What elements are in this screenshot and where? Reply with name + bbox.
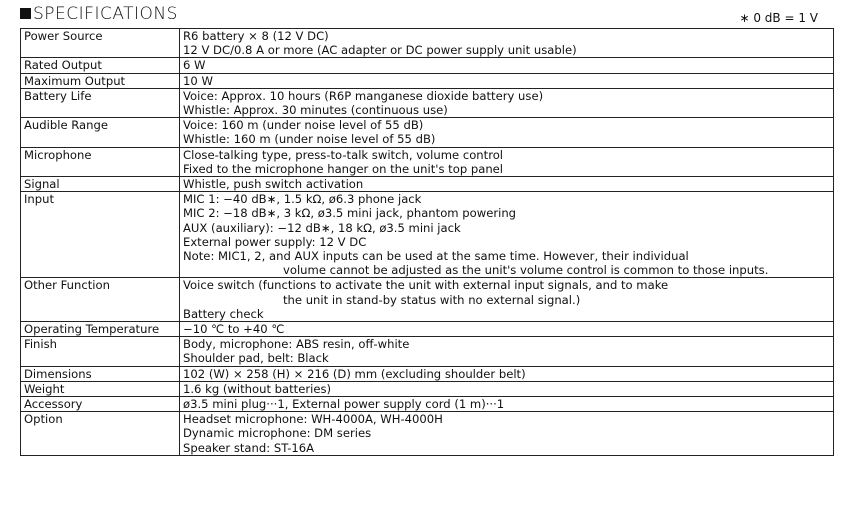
spec-value-line: Whistle: Approx. 30 minutes (continuous use) (183, 103, 448, 118)
spec-value-line: Speaker stand: ST-16A (183, 440, 315, 455)
spec-label: Finish (21, 337, 180, 366)
spec-value-line: Close-talking type, press-to-talk switch, volume control (183, 147, 504, 162)
spec-label: Option (21, 412, 180, 456)
spec-label: Battery Life (21, 88, 180, 117)
db-reference-note: ∗ 0 dB = 1 V (739, 11, 818, 25)
spec-label: Maximum Output (21, 73, 180, 88)
spec-value-line: 102 (W) × 258 (H) × 216 (D) mm (excluding shoulder belt) (183, 366, 526, 381)
spec-value (180, 412, 834, 456)
spec-value-line: Headset microphone: WH-4000A, WH-4000H (183, 412, 443, 427)
spec-row (21, 73, 834, 88)
spec-value-line: the unit in stand-by status with no external signal.) (283, 292, 581, 307)
spec-row (21, 192, 834, 278)
spec-value (180, 29, 834, 58)
spec-row (21, 58, 834, 73)
spec-label: Operating Temperature (21, 322, 180, 337)
spec-row (21, 278, 834, 322)
spec-label: Signal (21, 177, 180, 192)
spec-value-line: AUX (auxiliary): −12 dB∗, 18 kΩ, ø3.5 mini jack (183, 220, 461, 235)
spec-row (21, 118, 834, 147)
spec-value-line: Shoulder pad, belt: Black (183, 351, 329, 366)
title-text: SPECIFICATIONS (33, 4, 178, 24)
spec-value (180, 147, 834, 176)
spec-value-line: Fixed to the microphone hanger on the unit's top panel (183, 161, 504, 176)
spec-value (180, 322, 834, 337)
spec-row (21, 397, 834, 412)
spec-value-line: ø3.5 mini plug···1, External power supply cord (1 m)···1 (183, 397, 505, 412)
spec-value-line: volume cannot be adjusted as the unit's volume control is common to those inputs. (283, 263, 769, 278)
spec-value-line: 1.6 kg (without batteries) (183, 381, 332, 396)
spec-label: Accessory (21, 397, 180, 412)
page-title (20, 4, 178, 24)
spec-label: Input (21, 192, 180, 278)
spec-value-line: External power supply: 12 V DC (183, 234, 367, 249)
spec-value (180, 192, 834, 278)
spec-label: Dimensions (21, 366, 180, 381)
spec-value-line: −10 ℃ to +40 ℃ (183, 322, 285, 337)
spec-value-line: Dynamic microphone: DM series (183, 426, 372, 441)
spec-row (21, 29, 834, 58)
spec-row (21, 88, 834, 117)
square-bullet-icon (20, 8, 31, 19)
spec-label: Weight (21, 381, 180, 396)
spec-value (180, 381, 834, 396)
spec-row (21, 322, 834, 337)
spec-value-line: Voice switch (functions to activate the unit with external input signals, and to make (183, 278, 669, 293)
spec-value (180, 397, 834, 412)
spec-value-line: Voice: 160 m (under noise level of 55 dB) (183, 118, 424, 133)
spec-row (21, 366, 834, 381)
spec-value-line: R6 battery × 8 (12 V DC) (183, 29, 329, 43)
spec-row (21, 177, 834, 192)
spec-value (180, 366, 834, 381)
spec-value-line: MIC 1: −40 dB∗, 1.5 kΩ, ø6.3 phone jack (183, 192, 422, 207)
spec-value-line: Voice: Approx. 10 hours (R6P manganese dioxide battery use) (183, 88, 544, 103)
spec-value-line: Whistle: 160 m (under noise level of 55 dB) (183, 132, 436, 147)
spec-label: Other Function (21, 278, 180, 322)
spec-value (180, 88, 834, 117)
spec-value (180, 337, 834, 366)
spec-value-line: 10 W (183, 73, 213, 88)
spec-value-line: Note: MIC1, 2, and AUX inputs can be used at the same time. However, their individual (183, 249, 689, 264)
spec-value (180, 177, 834, 192)
spec-label: Microphone (21, 147, 180, 176)
spec-label: Power Source (21, 29, 180, 58)
spec-value-line: Body, microphone: ABS resin, off-white (183, 337, 410, 352)
spec-value (180, 58, 834, 73)
spec-value (180, 118, 834, 147)
spec-value (180, 73, 834, 88)
spec-label: Audible Range (21, 118, 180, 147)
spec-value (180, 278, 834, 322)
spec-row (21, 381, 834, 396)
spec-row (21, 337, 834, 366)
spec-value-line: 6 W (183, 58, 206, 73)
spec-value-line: Battery check (183, 306, 264, 321)
spec-label: Rated Output (21, 58, 180, 73)
spec-row (21, 412, 834, 456)
spec-value-line: MIC 2: −18 dB∗, 3 kΩ, ø3.5 mini jack, phantom powering (183, 206, 517, 221)
spec-value-line: 12 V DC/0.8 A or more (AC adapter or DC power supply unit usable) (183, 43, 577, 58)
spec-value-line: Whistle, push switch activation (183, 177, 364, 192)
spec-row (21, 147, 834, 176)
specifications-table (20, 28, 834, 456)
